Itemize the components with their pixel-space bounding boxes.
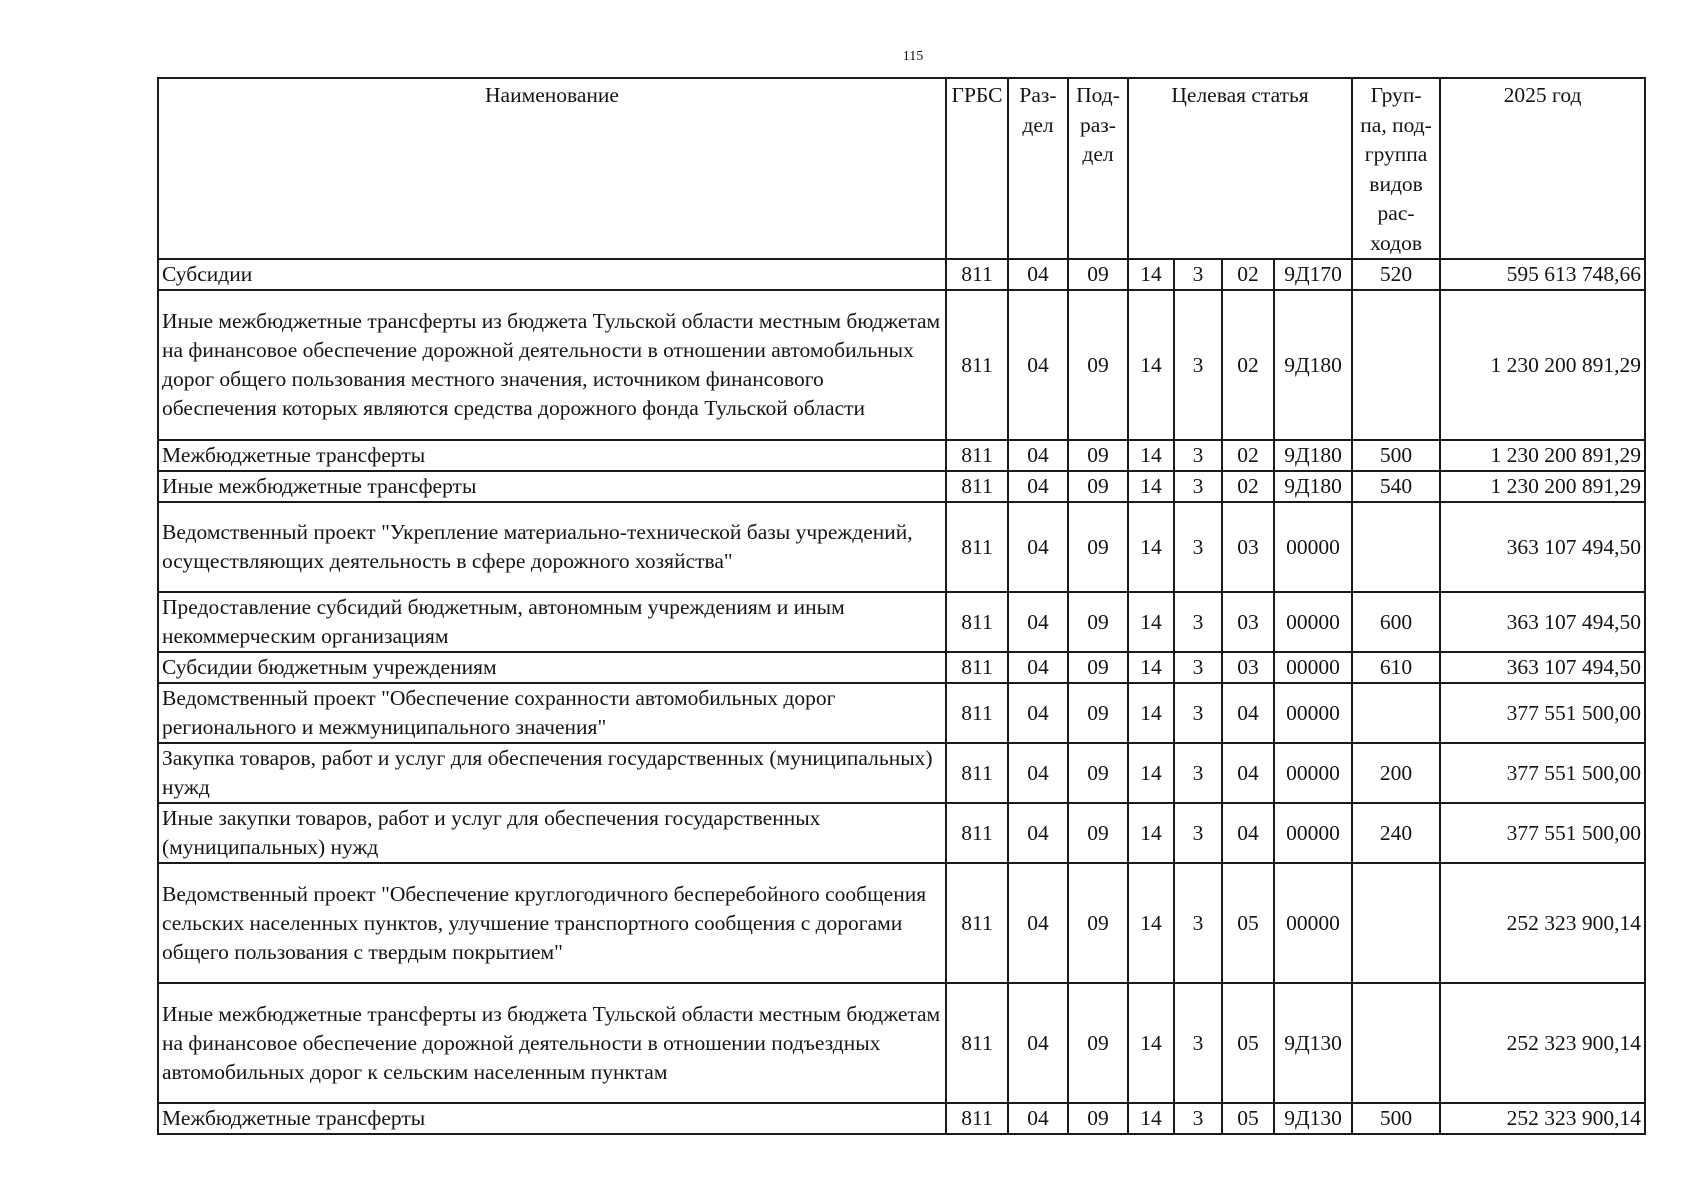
row-name: Межбюджетные трансферты — [158, 440, 946, 471]
table-row — [158, 803, 1645, 863]
cell-target-direction: 9Д170 — [1274, 259, 1352, 290]
cell-target-type: 3 — [1174, 502, 1222, 592]
cell-target-structure: 05 — [1222, 983, 1274, 1103]
budget-table — [157, 77, 1646, 1135]
cell-target-type: 3 — [1174, 259, 1222, 290]
cell-podrazdel: 09 — [1068, 440, 1128, 471]
cell-target-direction: 00000 — [1274, 652, 1352, 683]
cell-target-program: 14 — [1128, 1103, 1174, 1134]
cell-amount-2025: 363 107 494,50 — [1440, 502, 1645, 592]
table-row — [158, 1103, 1645, 1134]
cell-target-program: 14 — [1128, 743, 1174, 803]
cell-target-structure: 04 — [1222, 683, 1274, 743]
cell-target-program: 14 — [1128, 290, 1174, 440]
cell-target-direction: 00000 — [1274, 502, 1352, 592]
cell-target-structure: 04 — [1222, 743, 1274, 803]
row-name: Иные межбюджетные трансферты из бюджета Тульской области местным бюджетам на финансовое обеспечение дорожной деятельности в отношении автомобильных дорог общего пользования местного значения, источником финансового обеспечения которых являются средства дорожного фонда Тульской области — [158, 290, 946, 440]
cell-target-type: 3 — [1174, 290, 1222, 440]
cell-amount-2025: 252 323 900,14 — [1440, 983, 1645, 1103]
cell-target-type: 3 — [1174, 743, 1222, 803]
cell-razdel: 04 — [1008, 652, 1068, 683]
row-name: Межбюджетные трансферты — [158, 1103, 946, 1134]
cell-expense-group: 600 — [1352, 592, 1440, 652]
row-name: Иные межбюджетные трансферты из бюджета Тульской области местным бюджетам на финансовое обеспечение дорожной деятельности в отношении подъездных автомобильных дорог к сельским населенным пунктам — [158, 983, 946, 1103]
cell-podrazdel: 09 — [1068, 652, 1128, 683]
cell-target-type: 3 — [1174, 440, 1222, 471]
cell-target-type: 3 — [1174, 652, 1222, 683]
cell-amount-2025: 252 323 900,14 — [1440, 863, 1645, 983]
cell-target-structure: 02 — [1222, 471, 1274, 502]
cell-podrazdel: 09 — [1068, 502, 1128, 592]
cell-target-type: 3 — [1174, 803, 1222, 863]
cell-target-structure: 02 — [1222, 440, 1274, 471]
cell-razdel: 04 — [1008, 592, 1068, 652]
cell-expense-group: 200 — [1352, 743, 1440, 803]
cell-amount-2025: 1 230 200 891,29 — [1440, 440, 1645, 471]
row-name: Предоставление субсидий бюджетным, автономным учреждениям и иным некоммерческим организациям — [158, 592, 946, 652]
cell-target-structure: 03 — [1222, 592, 1274, 652]
cell-podrazdel: 09 — [1068, 259, 1128, 290]
cell-amount-2025: 595 613 748,66 — [1440, 259, 1645, 290]
cell-podrazdel: 09 — [1068, 743, 1128, 803]
row-name: Ведомственный проект "Укрепление материально-технической базы учреждений, осуществляющих деятельность в сфере дорожного хозяйства" — [158, 502, 946, 592]
cell-target-direction: 9Д180 — [1274, 440, 1352, 471]
cell-razdel: 04 — [1008, 259, 1068, 290]
cell-target-program: 14 — [1128, 803, 1174, 863]
cell-expense-group — [1352, 683, 1440, 743]
cell-podrazdel: 09 — [1068, 683, 1128, 743]
cell-target-structure: 05 — [1222, 1103, 1274, 1134]
cell-razdel: 04 — [1008, 683, 1068, 743]
table-row — [158, 290, 1645, 440]
cell-target-program: 14 — [1128, 440, 1174, 471]
table-row — [158, 863, 1645, 983]
cell-razdel: 04 — [1008, 440, 1068, 471]
header-celevaya-statya: Целевая статья — [1128, 78, 1352, 259]
cell-expense-group — [1352, 863, 1440, 983]
cell-target-program: 14 — [1128, 983, 1174, 1103]
cell-podrazdel: 09 — [1068, 471, 1128, 502]
cell-razdel: 04 — [1008, 803, 1068, 863]
cell-target-structure: 05 — [1222, 863, 1274, 983]
cell-razdel: 04 — [1008, 502, 1068, 592]
cell-expense-group — [1352, 502, 1440, 592]
cell-razdel: 04 — [1008, 743, 1068, 803]
cell-target-program: 14 — [1128, 863, 1174, 983]
cell-razdel: 04 — [1008, 863, 1068, 983]
cell-grbs: 811 — [946, 592, 1008, 652]
cell-target-direction: 00000 — [1274, 683, 1352, 743]
cell-expense-group: 540 — [1352, 471, 1440, 502]
table-row — [158, 592, 1645, 652]
row-name: Иные закупки товаров, работ и услуг для обеспечения государственных (муниципальных) нужд — [158, 803, 946, 863]
cell-target-direction: 00000 — [1274, 592, 1352, 652]
page-number: 115 — [902, 49, 924, 64]
cell-grbs: 811 — [946, 440, 1008, 471]
cell-amount-2025: 377 551 500,00 — [1440, 803, 1645, 863]
cell-target-type: 3 — [1174, 471, 1222, 502]
cell-amount-2025: 252 323 900,14 — [1440, 1103, 1645, 1134]
cell-podrazdel: 09 — [1068, 983, 1128, 1103]
row-name: Закупка товаров, работ и услуг для обеспечения государственных (муниципальных) нужд — [158, 743, 946, 803]
cell-expense-group: 240 — [1352, 803, 1440, 863]
cell-grbs: 811 — [946, 1103, 1008, 1134]
cell-amount-2025: 1 230 200 891,29 — [1440, 290, 1645, 440]
cell-amount-2025: 377 551 500,00 — [1440, 743, 1645, 803]
header-year-2025: 2025 год — [1440, 78, 1645, 259]
cell-razdel: 04 — [1008, 1103, 1068, 1134]
table-row — [158, 743, 1645, 803]
cell-grbs: 811 — [946, 290, 1008, 440]
cell-expense-group: 500 — [1352, 1103, 1440, 1134]
cell-expense-group: 500 — [1352, 440, 1440, 471]
cell-expense-group: 610 — [1352, 652, 1440, 683]
header-razdel: Раз- дел — [1008, 78, 1068, 259]
table-row — [158, 259, 1645, 290]
row-name: Иные межбюджетные трансферты — [158, 471, 946, 502]
cell-grbs: 811 — [946, 983, 1008, 1103]
cell-target-program: 14 — [1128, 683, 1174, 743]
cell-target-program: 14 — [1128, 259, 1174, 290]
cell-grbs: 811 — [946, 803, 1008, 863]
cell-grbs: 811 — [946, 259, 1008, 290]
table-row — [158, 440, 1645, 471]
cell-target-direction: 00000 — [1274, 863, 1352, 983]
cell-grbs: 811 — [946, 652, 1008, 683]
cell-target-direction: 9Д180 — [1274, 471, 1352, 502]
cell-target-type: 3 — [1174, 1103, 1222, 1134]
header-grbs: ГРБС — [946, 78, 1008, 259]
cell-target-type: 3 — [1174, 683, 1222, 743]
cell-podrazdel: 09 — [1068, 290, 1128, 440]
table-row — [158, 983, 1645, 1103]
cell-target-direction: 00000 — [1274, 743, 1352, 803]
cell-grbs: 811 — [946, 743, 1008, 803]
cell-expense-group — [1352, 290, 1440, 440]
header-name: Наименование — [158, 78, 946, 259]
cell-razdel: 04 — [1008, 471, 1068, 502]
cell-target-structure: 02 — [1222, 290, 1274, 440]
cell-razdel: 04 — [1008, 290, 1068, 440]
cell-podrazdel: 09 — [1068, 803, 1128, 863]
row-name: Субсидии — [158, 259, 946, 290]
cell-podrazdel: 09 — [1068, 863, 1128, 983]
cell-target-program: 14 — [1128, 502, 1174, 592]
row-name: Ведомственный проект "Обеспечение круглогодичного бесперебойного сообщения сельских населенных пунктов, улучшение транспортного сообщения с дорогами общего пользования с твердым покрытием" — [158, 863, 946, 983]
header-podrazdel: Под- раз- дел — [1068, 78, 1128, 259]
cell-target-type: 3 — [1174, 592, 1222, 652]
table-body — [158, 259, 1645, 1134]
cell-grbs: 811 — [946, 863, 1008, 983]
cell-grbs: 811 — [946, 471, 1008, 502]
cell-amount-2025: 363 107 494,50 — [1440, 592, 1645, 652]
cell-target-type: 3 — [1174, 983, 1222, 1103]
cell-target-direction: 9Д180 — [1274, 290, 1352, 440]
table-row — [158, 502, 1645, 592]
cell-podrazdel: 09 — [1068, 1103, 1128, 1134]
cell-amount-2025: 363 107 494,50 — [1440, 652, 1645, 683]
cell-target-direction: 00000 — [1274, 803, 1352, 863]
cell-target-program: 14 — [1128, 592, 1174, 652]
cell-target-direction: 9Д130 — [1274, 983, 1352, 1103]
cell-grbs: 811 — [946, 683, 1008, 743]
cell-target-type: 3 — [1174, 863, 1222, 983]
cell-expense-group: 520 — [1352, 259, 1440, 290]
cell-target-program: 14 — [1128, 471, 1174, 502]
cell-razdel: 04 — [1008, 983, 1068, 1103]
cell-podrazdel: 09 — [1068, 592, 1128, 652]
cell-target-direction: 9Д130 — [1274, 1103, 1352, 1134]
row-name: Ведомственный проект "Обеспечение сохранности автомобильных дорог регионального и межмуниципального значения" — [158, 683, 946, 743]
cell-grbs: 811 — [946, 502, 1008, 592]
cell-target-structure: 02 — [1222, 259, 1274, 290]
table-row — [158, 683, 1645, 743]
table-row — [158, 652, 1645, 683]
cell-target-structure: 03 — [1222, 502, 1274, 592]
header-gruppa-vidov-rashodov: Груп- па, под- группа видов рас- ходов — [1352, 78, 1440, 259]
cell-target-structure: 03 — [1222, 652, 1274, 683]
header-row — [158, 78, 1645, 259]
cell-target-program: 14 — [1128, 652, 1174, 683]
cell-expense-group — [1352, 983, 1440, 1103]
row-name: Субсидии бюджетным учреждениям — [158, 652, 946, 683]
cell-target-structure: 04 — [1222, 803, 1274, 863]
table-row — [158, 471, 1645, 502]
cell-amount-2025: 377 551 500,00 — [1440, 683, 1645, 743]
cell-amount-2025: 1 230 200 891,29 — [1440, 471, 1645, 502]
